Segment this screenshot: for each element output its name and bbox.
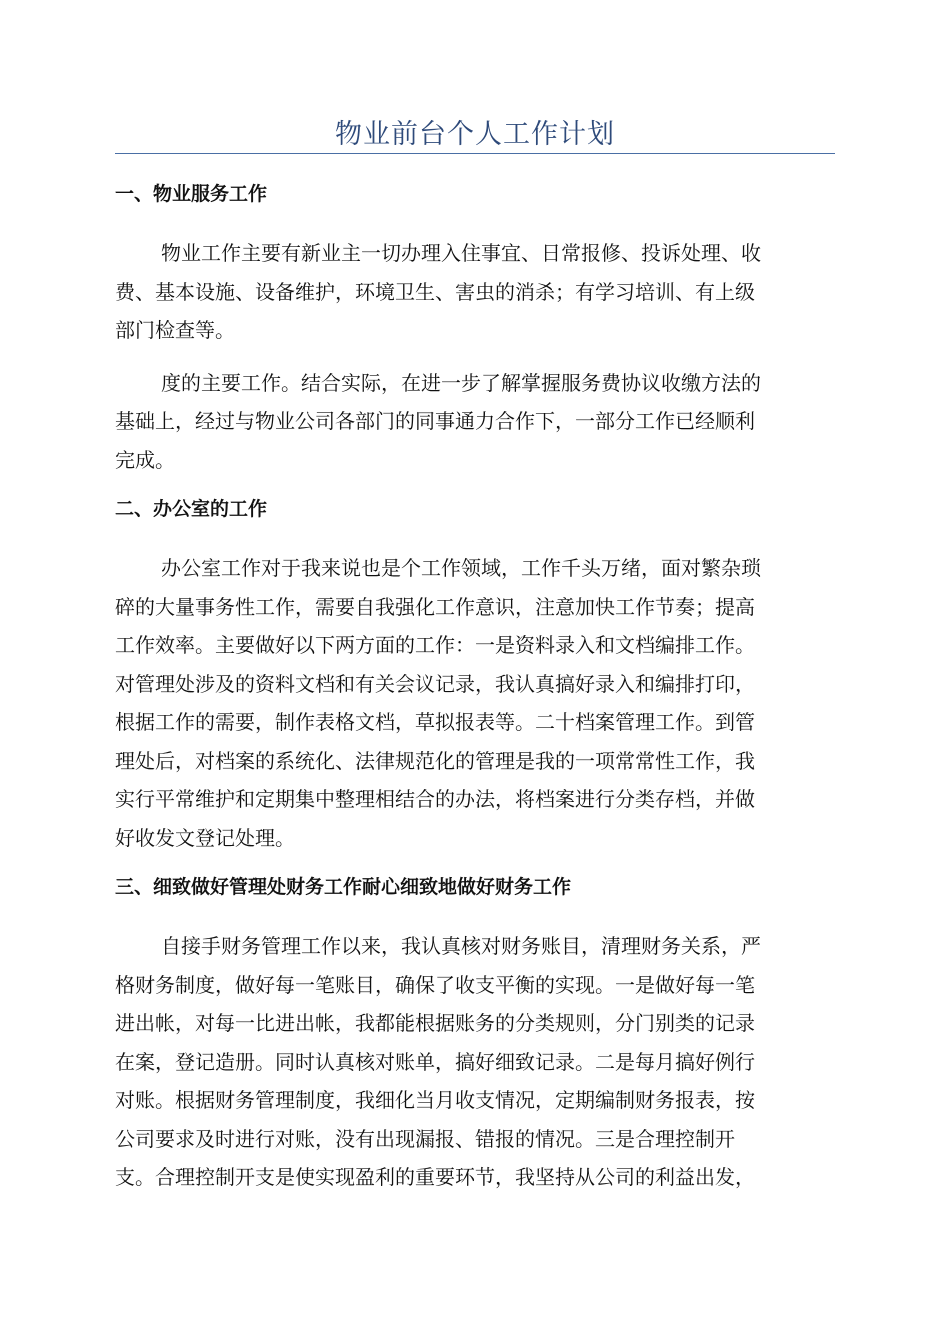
paragraph — [115, 234, 835, 350]
paragraph-line: 费、基本设施、设备维护，环境卫生、害虫的消杀；有学习培训、有上级 — [115, 279, 755, 304]
paragraph-line: 物业工作主要有新业主一切办理入住事宜、日常报修、投诉处理、收 — [161, 241, 761, 265]
paragraph — [115, 927, 835, 1197]
paragraph-line: 完成。 — [115, 447, 175, 472]
document-body — [115, 178, 835, 1211]
page-title: 物业前台个人工作计划 — [335, 119, 615, 150]
paragraph-line: 支。合理控制开支是使实现盈利的重要环节，我坚持从公司的利益出发， — [115, 1165, 755, 1189]
paragraph-line: 自接手财务管理工作以来，我认真核对财务账目，清理财务关系，严 — [161, 934, 761, 958]
section — [115, 871, 835, 1197]
paragraph-line: 进出帐，对每一比进出帐，我都能根据账务的分类规则，分门别类的记录 — [115, 1011, 755, 1035]
paragraph-line: 实行平常维护和定期集中整理相结合的办法，将档案进行分类存档，并做 — [115, 787, 755, 811]
section-heading: 一、物业服务工作 — [115, 183, 268, 205]
title-divider — [115, 153, 835, 154]
paragraph-line: 度的主要工作。结合实际，在进一步了解掌握服务费协议收缴方法的 — [161, 370, 761, 395]
paragraph — [115, 364, 835, 480]
paragraph-line: 基础上，经过与物业公司各部门的同事通力合作下，一部分工作已经顺利 — [115, 409, 755, 433]
paragraph-line: 工作效率。主要做好以下两方面的工作：一是资料录入和文档编排工作。 — [115, 633, 755, 657]
paragraph-line: 办公室工作对于我来说也是个工作领域，工作千头万绪，面对繁杂琐 — [161, 556, 761, 580]
paragraph-line: 在案，登记造册。同时认真核对账单，搞好细致记录。二是每月搞好例行 — [115, 1049, 755, 1074]
section — [115, 493, 835, 857]
paragraph-line: 碎的大量事务性工作，需要自我强化工作意识，注意加快工作节奏；提高 — [115, 594, 755, 619]
paragraph-line: 理处后，对档案的系统化、法律规范化的管理是我的一项常常性工作，我 — [115, 748, 755, 773]
paragraph-line: 根据工作的需要，制作表格文档，草拟报表等。二十档案管理工作。到管 — [115, 710, 755, 734]
paragraph-line: 公司要求及时进行对账，没有出现漏报、错报的情况。三是合理控制开 — [115, 1126, 735, 1151]
section-heading: 二、办公室的工作 — [115, 498, 268, 520]
paragraph-line: 对账。根据财务管理制度，我细化当月收支情况，定期编制财务报表，按 — [115, 1088, 755, 1112]
section-heading: 三、细致做好管理处财务工作耐心细致地做好财务工作 — [115, 876, 572, 898]
paragraph-line: 好收发文登记处理。 — [115, 825, 295, 850]
paragraph-line: 格财务制度，做好每一笔账目，确保了收支平衡的实现。一是做好每一笔 — [115, 972, 755, 997]
paragraph-line: 部门检查等。 — [115, 318, 235, 342]
paragraph — [115, 549, 835, 857]
paragraph-line: 对管理处涉及的资料文档和有关会议记录，我认真搞好录入和编排打印， — [115, 671, 755, 696]
section — [115, 178, 835, 479]
